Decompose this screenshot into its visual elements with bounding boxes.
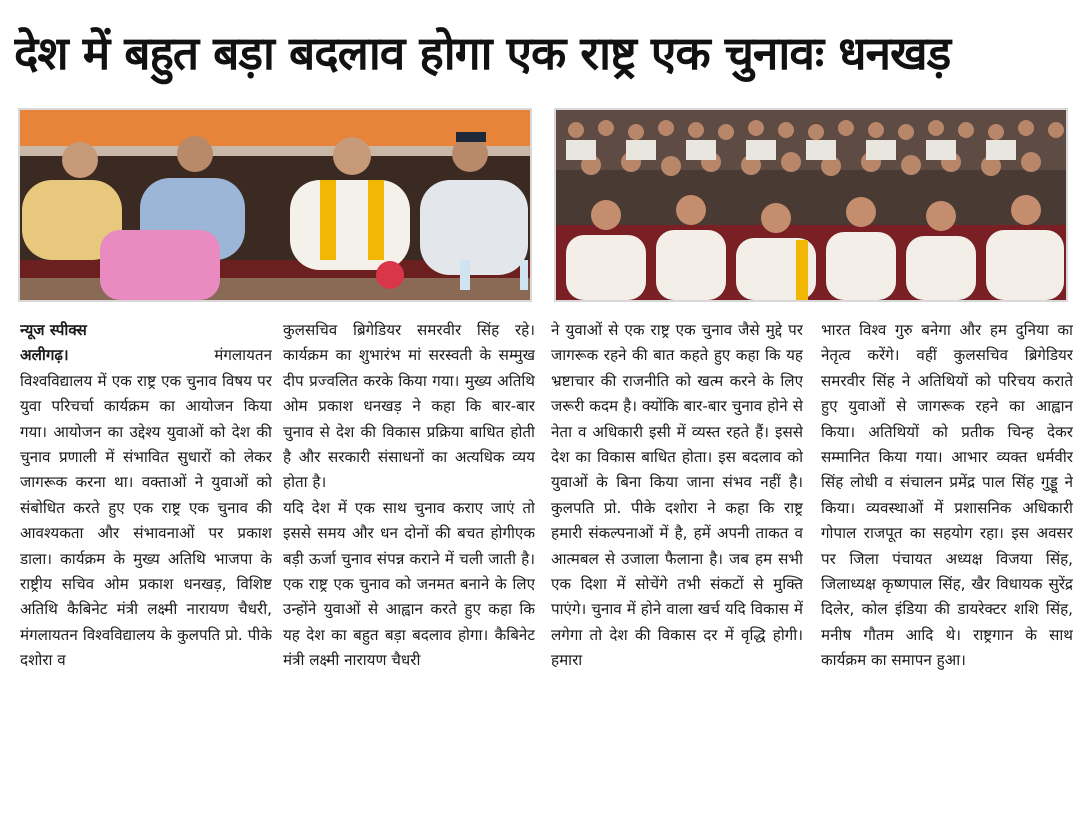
stage-photo (18, 108, 532, 302)
byline-place: अलीगढ़। (20, 346, 69, 365)
stage-photo-image (20, 110, 530, 300)
article-column-3 (551, 318, 803, 808)
byline-source: न्यूज स्पीक्स (20, 321, 87, 339)
paragraph: भारत विश्व गुरु बनेगा और हम दुनिया का नेतृत्व करेंगे। वहीं कुलसचिव ब्रिगेडियर समरवीर सिंह ने अतिथियों को परिचय कराते हुए युवाओं से जागरूक रहने का आह्वान किया। अतिथियों को प्रतीक चिन्ह देकर सम्मानित किया गया। आभार व्यक्त धर्मवीर सिंह लोधी व संचालन प्रमेंद्र पाल सिंह गुड्डू ने किया। व्यवस्थाओं में प्रशासनिक अधिकारी गोपाल राजपूत का सहयोग रहा। इस अवसर पर जिला पंचायत अध्यक्ष विजया सिंह, जिलाध्यक्ष कृष्णपाल सिंह, खैर विधायक सुरेंद्र दिलेर, कोल इंडिया की डायरेक्टर शशि सिंह, मनीष गौतम आदि थे। राष्ट्रगान के साथ कार्यक्रम का समापन हुआ। (821, 321, 1073, 670)
paragraph: विश्वविद्यालय में एक राष्ट्र एक चुनाव विषय पर युवा परिचर्चा कार्यक्रम का आयोजन किया गया। आयोजन का उद्देश्य युवाओं को देश की चुनाव प्रणाली में संभावित सुधारों को लेकर जागरूक करना था। वक्ताओं ने युवाओं को संबोधित करते हुए एक राष्ट्र एक चुनाव की आवश्यकता और संभावनाओं पर प्रकाश डाला। कार्यक्रम के मुख्य अतिथि भाजपा के राष्ट्रीय सचिव ओम प्रकाश धनखड़, विशिष्ट अतिथि कैबिनेट मंत्री लक्ष्मी नारायण चैधरी, मंगलायतन विश्वविद्यालय के कुलपति प्रो. पीके दशोरा व (20, 371, 272, 670)
lead-word: मंगलायतन (214, 346, 272, 365)
article-column-2 (283, 318, 535, 808)
paragraph: कुलसचिव ब्रिगेडियर समरवीर सिंह रहे। कार्यक्रम का शुभारंभ मां सरस्वती के सम्मुख दीप प्रज्वलित करके किया गया। मुख्य अतिथि ओम प्रकाश धनखड़ ने कहा कि बार-बार चुनाव से देश की विकास प्रक्रिया बाधित होती है और सरकारी संसाधनों का अत्यधिक व्यय होता है। (283, 321, 535, 492)
article-column-4 (821, 318, 1073, 808)
article-column-1 (20, 318, 272, 808)
audience-photo-image (556, 110, 1066, 300)
paragraph: यदि देश में एक साथ चुनाव कराए जाएं तो इससे समय और धन दोनों की बचत होगीएक बड़ी ऊर्जा चुनाव संपन्न कराने में चली जाती है। एक राष्ट्र एक चुनाव को जनमत बनाने के लिए उन्होंने युवाओं से आह्वान करते हुए कहा कि यह देश का बहुत बड़ा बदलाव होगा। कैबिनेट मंत्री लक्ष्मी नारायण चैधरी (283, 498, 535, 670)
headline: देश में बहुत बड़ा बदलाव होगा एक राष्ट्र एक चुनावः धनखड़ (14, 26, 951, 80)
byline-row (20, 343, 272, 368)
paragraph: ने युवाओं से एक राष्ट्र एक चुनाव जैसे मुद्दे पर जागरूक रहने की बात कहते हुए कहा कि यह भ्रष्टाचार की राजनीति को खत्म करने के लिए जरूरी कदम है। क्योंकि बार-बार चुनाव होने से नेता व अधिकारी इसी में व्यस्त रहते हैं। इससे देश का विकास बाधित होता। इस बदलाव को युवाओं के बिना किया जाना संभव नहीं है। कुलपति प्रो. पीके दशोरा ने कहा कि राष्ट्र हमारी संकल्पनाओं में है, हमें अपनी ताकत व आत्मबल से उजाला फैलाना है। जब हम सभी एक दिशा में सोचेंगे तभी संकटों से मुक्ति पाएंगे। चुनाव में होने वाला खर्च यदि विकास में लगेगा तो देश की विकास दर में वृद्धि होगी। हमारा (551, 321, 803, 670)
audience-photo (554, 108, 1068, 302)
